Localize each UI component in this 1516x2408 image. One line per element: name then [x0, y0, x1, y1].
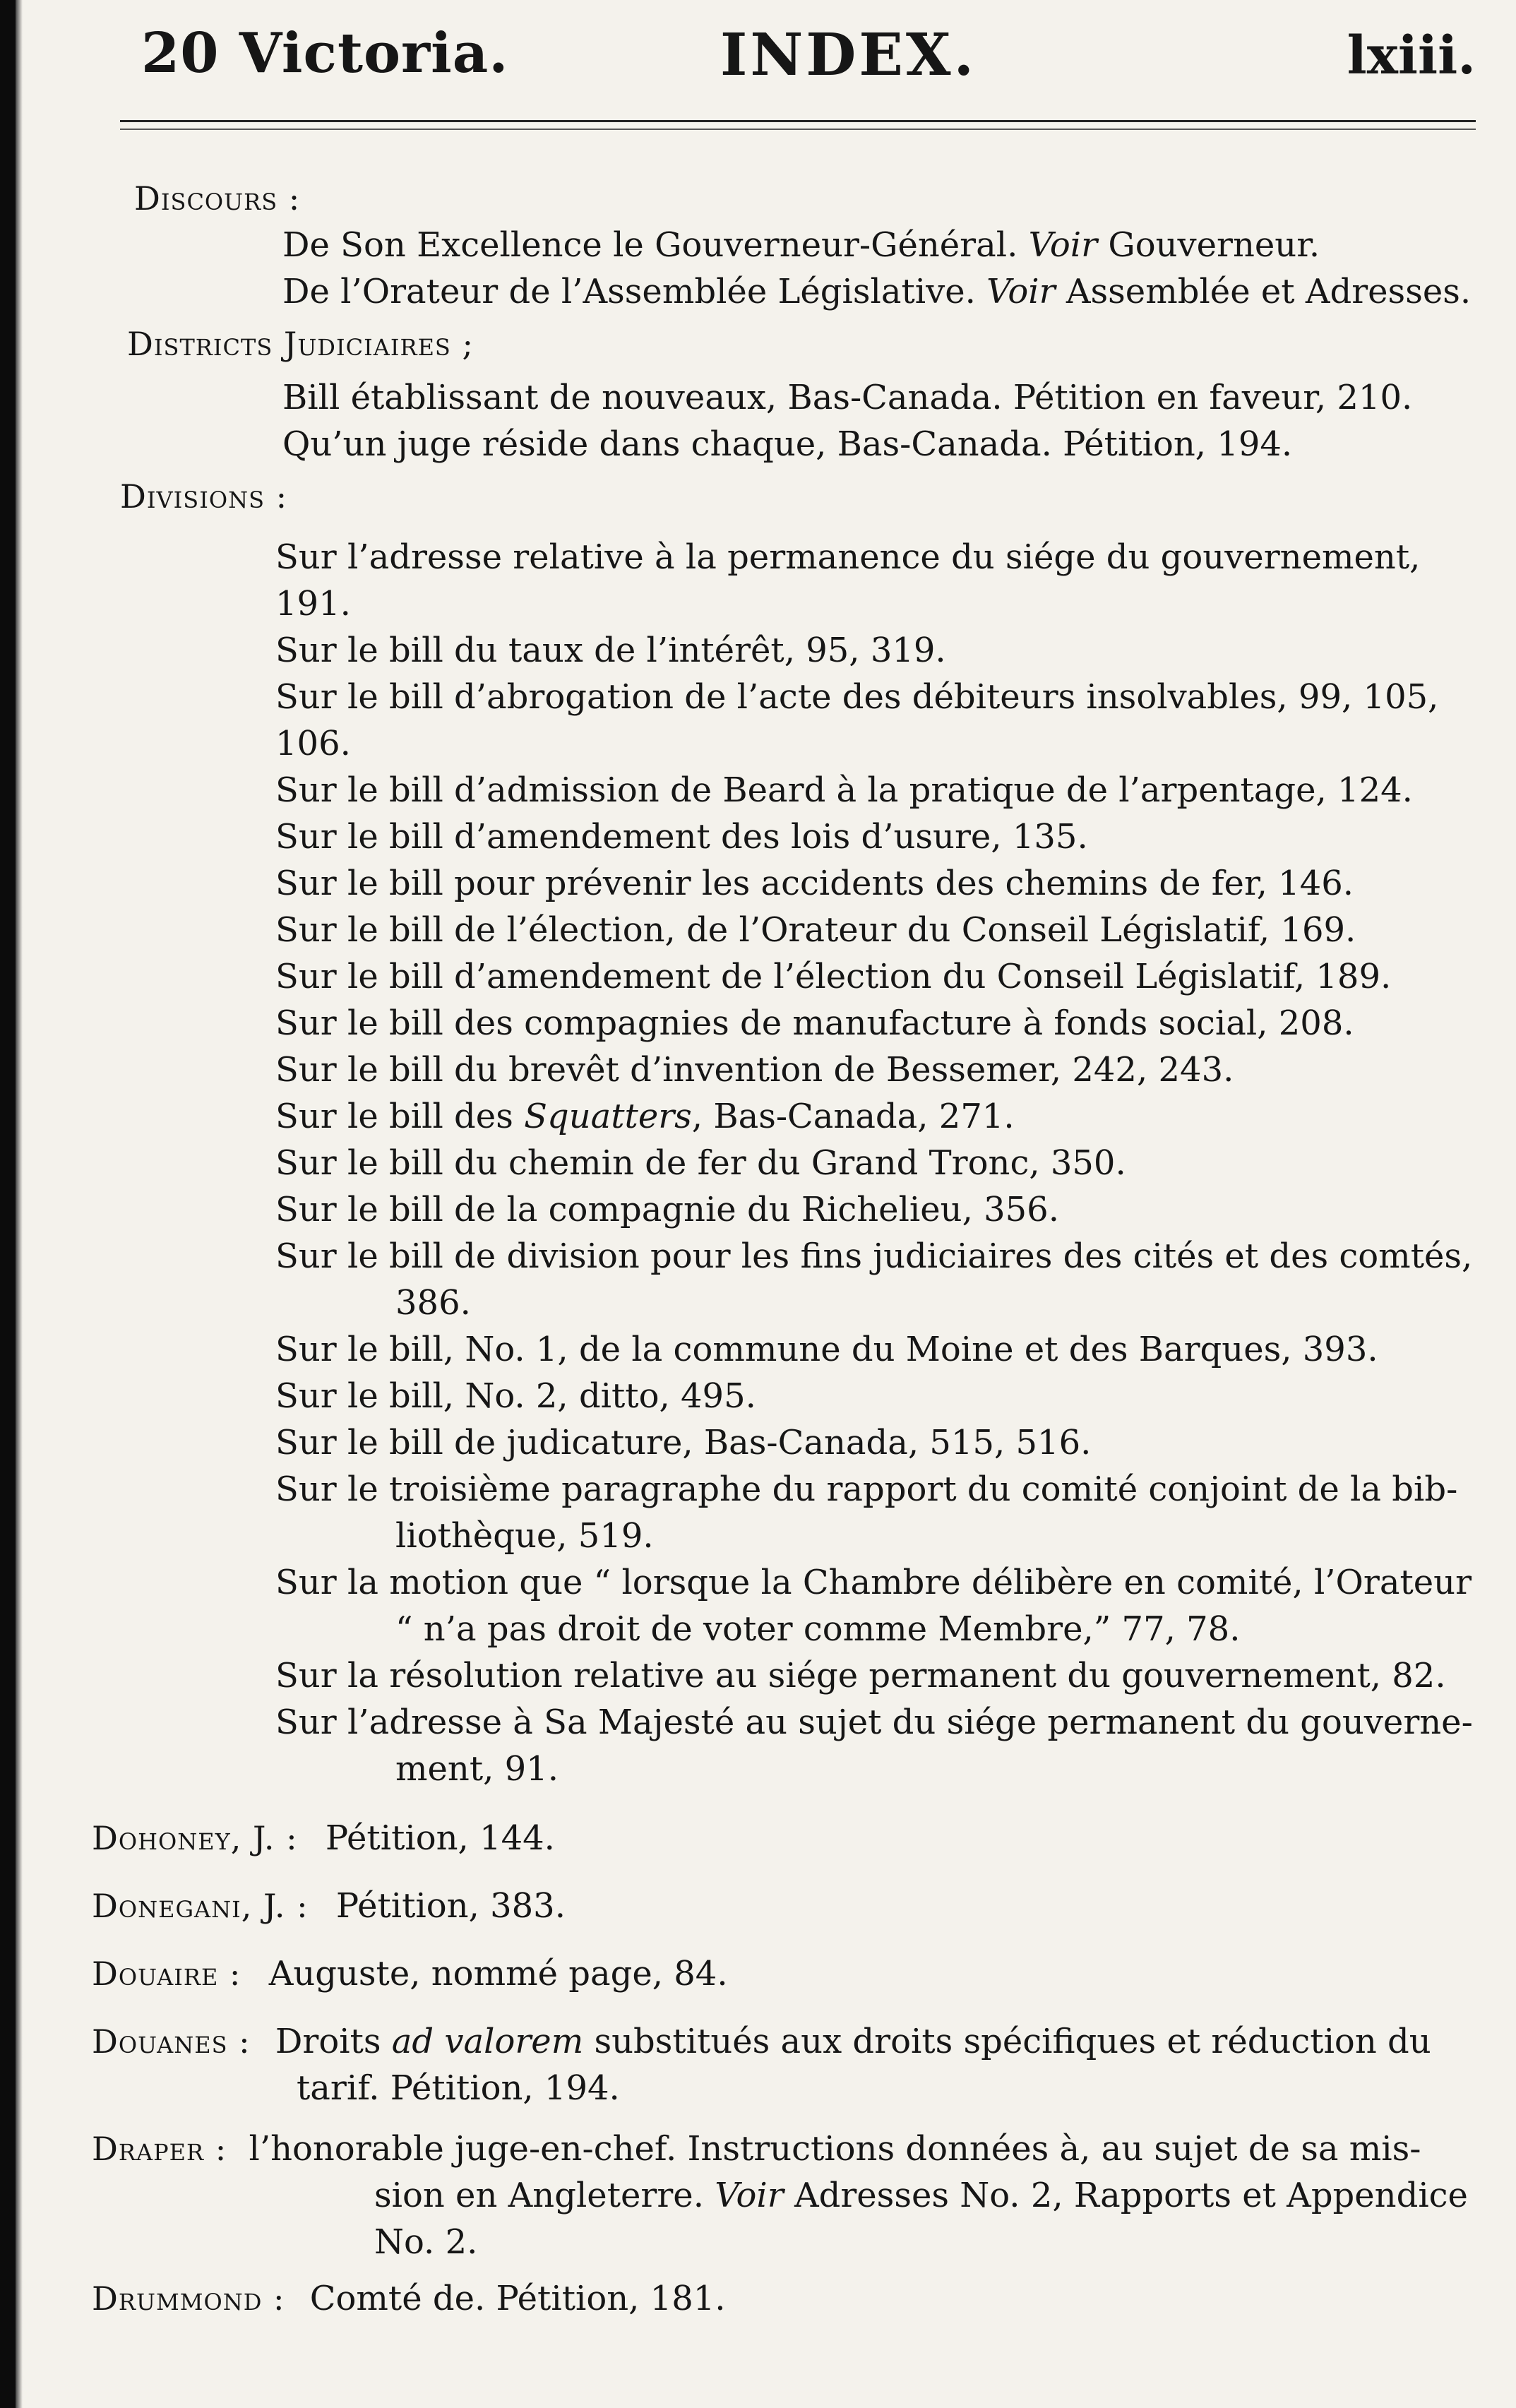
list-item: Sur le bill pour prévenir les accidents des chemins de fer, 146. — [275, 864, 1354, 903]
douanes-line-2: tarif. Pétition, 194. — [297, 2068, 620, 2108]
squatters-post: , Bas-Canada, 271. — [691, 1097, 1015, 1136]
list-item — [275, 1093, 1483, 1140]
book-spine — [0, 0, 16, 2408]
draper-line-3: No. 2. — [374, 2222, 478, 2262]
adresse-line-1: Sur l’adresse à Sa Majesté au sujet du siége permanent du gouverne- — [275, 1703, 1473, 1742]
entry-text: Comté de. Pétition, 181. — [309, 2279, 726, 2318]
entry-label-divisions: Divisions : — [120, 477, 288, 515]
list-item: Sur le bill, No. 2, ditto, 495. — [275, 1376, 756, 1416]
entry-text: Pétition, 144. — [325, 1818, 555, 1858]
index-page — [28, 0, 1504, 2408]
voir-label: Voir — [1028, 225, 1098, 265]
entry-text: Auguste, nommé page, 84. — [268, 1954, 728, 1993]
districts-line-2: Qu’un juge réside dans chaque, Bas-Canada. Pétition, 194. — [282, 424, 1293, 464]
list-item: Sur le bill des compagnies de manufacture à fonds social, 208. — [275, 1003, 1354, 1043]
list-item — [275, 1233, 1483, 1326]
list-item: Sur la résolution relative au siége permanent du gouvernement, 82. — [275, 1656, 1446, 1695]
entry-label: Douaire : — [92, 1955, 241, 1993]
list-item: Sur le bill d’abrogation de l’acte des débiteurs insolvables, 99, 105, 106. — [275, 677, 1439, 763]
page-header — [113, 21, 1490, 99]
list-item: Sur le bill du taux de l’intérêt, 95, 319. — [275, 631, 946, 670]
squatters-pre: Sur le bill des — [275, 1097, 513, 1136]
douanes-italic: ad valorem — [391, 2022, 584, 2061]
squatters-italic: Squatters — [524, 1097, 692, 1136]
entry-label: Douanes : — [92, 2022, 251, 2061]
discours-line-2-ref: Assemblée et Adresses. — [1066, 272, 1472, 311]
adresse-line-2: ment, 91. — [395, 1749, 559, 1789]
discours-line-1 — [92, 222, 1483, 268]
draper-line-2-ref: Adresses No. 2, Rapports et Appendice — [794, 2176, 1468, 2215]
discours-line-2-text: De l’Orateur de l’Assemblée Législative. — [282, 272, 976, 311]
draper-line-2-text: sion en Angleterre. — [374, 2176, 704, 2215]
entry-label: Dohoney, J. : — [92, 1819, 298, 1857]
entry-douaire — [92, 1950, 1483, 1997]
list-item: Sur le bill de la compagnie du Richelieu, 356. — [275, 1190, 1059, 1229]
header-title: INDEX. — [720, 21, 977, 89]
entry-donegani — [92, 1883, 1483, 1929]
districts-line-1: Bill établissant de nouveaux, Bas-Canada. Pétition en faveur, 210. — [282, 378, 1413, 417]
entry-label: Drummond : — [92, 2279, 285, 2318]
motion-line-1: Sur la motion que “ lorsque la Chambre délibère en comité, l’Orateur — [275, 1563, 1472, 1602]
entry-label: Draper : — [92, 2130, 227, 2168]
entry-text: Pétition, 383. — [335, 1886, 566, 1926]
entry-label-discours: Discours : — [134, 179, 301, 217]
list-item: Sur le bill, No. 1, de la commune du Moine et des Barques, 393. — [275, 1330, 1378, 1369]
entry-label-districts: Districts Judiciaires ; — [127, 325, 474, 363]
list-item — [275, 1466, 1483, 1559]
list-item: Sur l’adresse relative à la permanence du siége du gouvernement, 191. — [275, 537, 1421, 624]
list-item: Sur le bill d’admission de Beard à la pratique de l’arpentage, 124. — [275, 770, 1413, 810]
list-item: Sur le bill du chemin de fer du Grand Tronc, 350. — [275, 1143, 1126, 1183]
entry-douanes — [92, 2018, 1483, 2111]
list-item — [275, 1699, 1483, 1792]
header-rule-top — [120, 120, 1476, 122]
list-item: Sur le bill d’amendement de l’élection du Conseil Législatif, 189. — [275, 957, 1392, 996]
discours-line-1-ref: Gouverneur. — [1108, 225, 1320, 265]
discours-line-2 — [92, 268, 1483, 315]
list-item: Sur le bill de judicature, Bas-Canada, 515, 516. — [275, 1423, 1092, 1462]
index-content — [92, 169, 1483, 2322]
voir-label: Voir — [986, 272, 1056, 311]
entry-drummond — [92, 2275, 1483, 2322]
division-fins-line-2: 386. — [395, 1283, 471, 1323]
division-fins-line-1: Sur le bill de division pour les fins judiciaires des cités et des comtés, — [275, 1236, 1473, 1276]
header-volume: 20 Victoria. — [141, 21, 509, 85]
entry-districts — [92, 321, 1483, 467]
entry-dohoney — [92, 1815, 1483, 1861]
troisieme-line-2: liothèque, 519. — [395, 1516, 654, 1556]
list-item: Sur le bill d’amendement des lois d’usure, 135. — [275, 817, 1088, 857]
list-item — [275, 1559, 1483, 1652]
list-item: Sur le bill du brevêt d’invention de Bessemer, 242, 243. — [275, 1050, 1234, 1090]
discours-line-1-text: De Son Excellence le Gouverneur-Général. — [282, 225, 1018, 265]
voir-label: Voir — [715, 2176, 784, 2215]
entry-discours — [92, 175, 1483, 315]
entry-divisions — [92, 473, 1483, 1792]
troisieme-line-1: Sur le troisième paragraphe du rapport du comité conjoint de la bib- — [275, 1470, 1458, 1509]
spine-shadow — [16, 0, 23, 2408]
list-item: Sur le bill de l’élection, de l’Orateur du Conseil Législatif, 169. — [275, 910, 1356, 950]
entry-draper — [92, 2126, 1483, 2265]
header-page-number: lxiii. — [1347, 25, 1476, 86]
motion-line-2: “ n’a pas droit de voter comme Membre,” 77, 78. — [395, 1609, 1241, 1649]
draper-line-2 — [92, 2172, 1483, 2219]
header-rule-bottom — [120, 129, 1476, 130]
entry-label: Donegani, J. : — [92, 1887, 309, 1925]
douanes-pre: Droits — [275, 2022, 381, 2061]
douanes-post: substitués aux droits spécifiques et réduction du — [594, 2022, 1431, 2061]
divisions-list — [92, 534, 1483, 1792]
draper-line-1: l’honorable juge-en-chef. Instructions données à, au sujet de sa mis- — [249, 2129, 1421, 2169]
